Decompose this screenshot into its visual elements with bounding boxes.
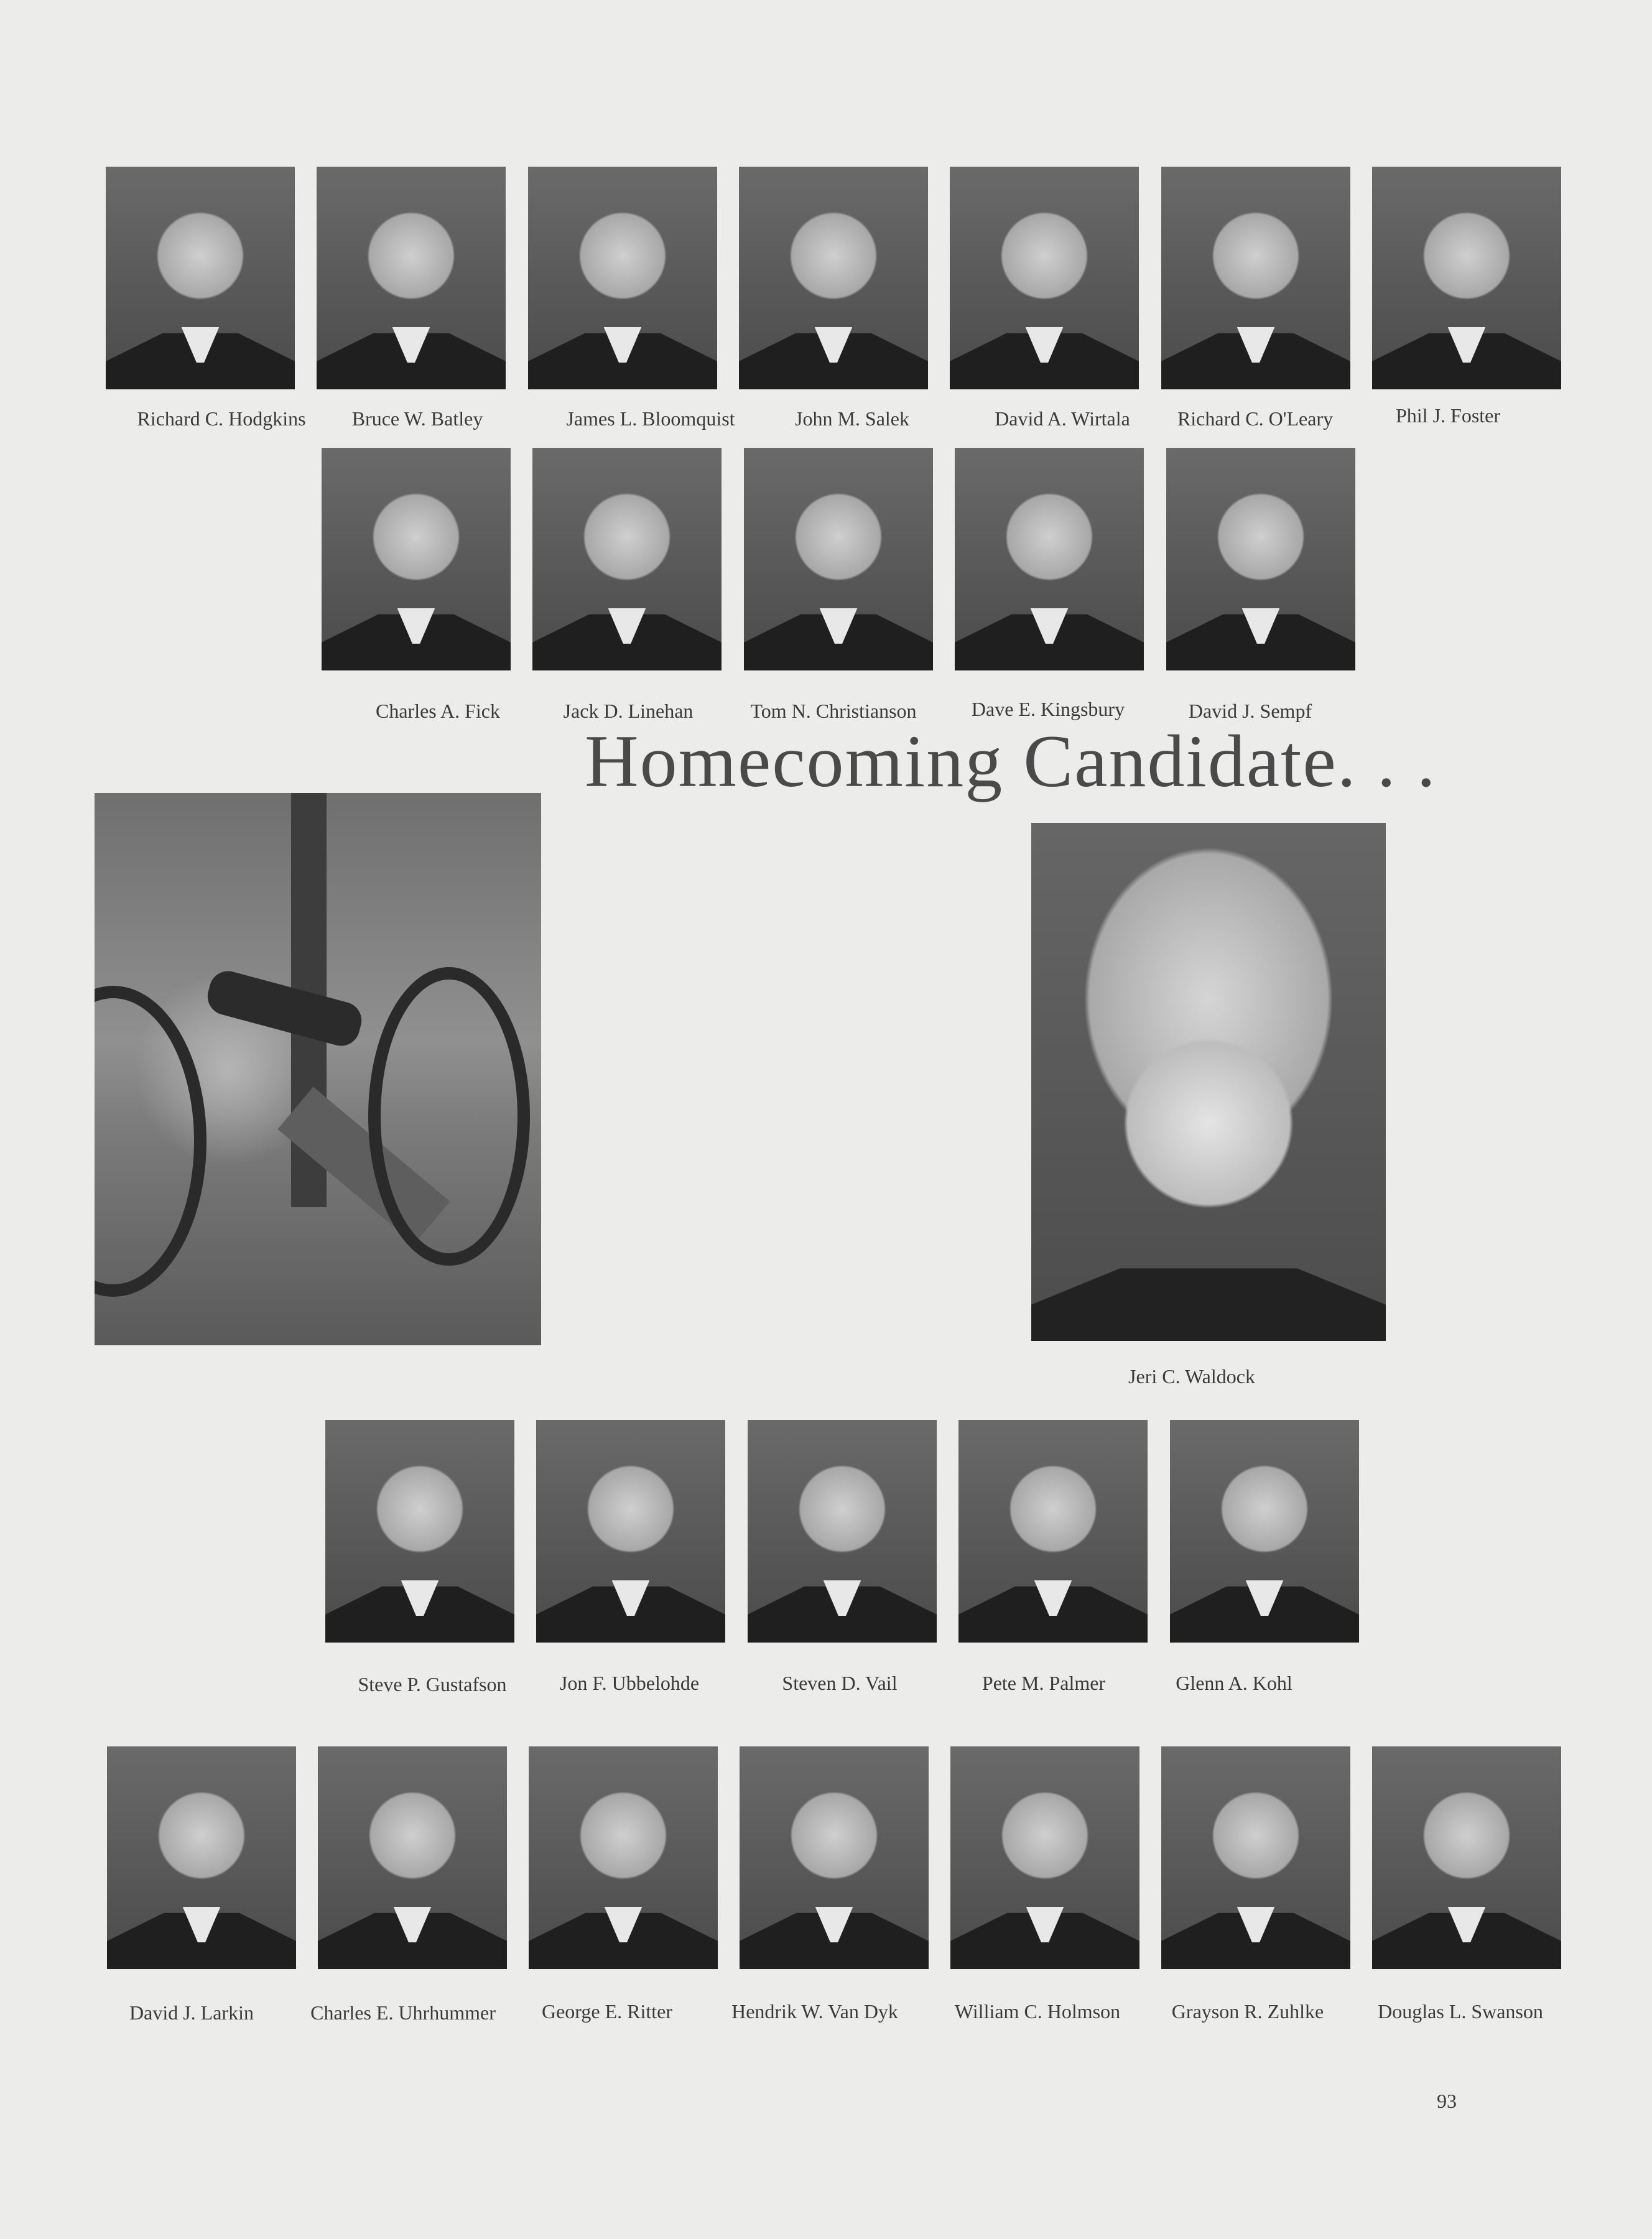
portrait-photo: [107, 1746, 296, 1969]
candidate-portrait: [1031, 823, 1386, 1341]
portrait-caption: David A. Wirtala: [995, 407, 1130, 430]
portrait-photo: [950, 1746, 1139, 1969]
portrait-caption: Phil J. Foster: [1395, 404, 1501, 427]
portrait-caption: Steve P. Gustafson: [358, 1673, 507, 1695]
portrait-caption: William C. Holmson: [954, 2000, 1121, 2023]
portrait-photo: [1161, 167, 1350, 389]
portrait-photo: [529, 1746, 718, 1969]
portrait-photo: [318, 1746, 507, 1969]
portrait-photo: [740, 1746, 929, 1969]
portrait-photo: [1166, 448, 1355, 670]
portrait-caption: Bruce W. Batley: [351, 407, 483, 430]
portrait-caption: Richard C. Hodgkins: [137, 407, 306, 430]
page-title: Homecoming Candidate. . .: [585, 720, 1437, 802]
portrait-photo: [748, 1420, 937, 1643]
portrait-photo: [950, 167, 1139, 389]
portrait-caption: John M. Salek: [795, 407, 909, 430]
page-number: 93: [1437, 2090, 1457, 2112]
portrait-photo: [322, 448, 511, 670]
portrait-caption: George E. Ritter: [541, 2000, 672, 2023]
portrait-photo: [1170, 1420, 1359, 1643]
portrait-photo: [744, 448, 933, 670]
portrait-photo: [1372, 167, 1561, 389]
portrait-photo: [958, 1420, 1148, 1643]
portrait-caption: Tom N. Christianson: [750, 700, 917, 722]
cannon-photo: [95, 793, 541, 1345]
portrait-photo: [317, 167, 506, 389]
portrait-caption: Pete M. Palmer: [981, 1672, 1106, 1694]
portrait-caption: David J. Larkin: [129, 2001, 254, 2024]
portrait-caption: Steven D. Vail: [782, 1672, 898, 1694]
portrait-photo: [955, 448, 1144, 670]
portrait-photo: [106, 167, 295, 389]
portrait-photo: [1161, 1746, 1350, 1969]
portrait-caption: Dave E. Kingsbury: [971, 698, 1125, 720]
portrait-photo: [536, 1420, 725, 1643]
candidate-caption: Jeri C. Waldock: [1128, 1365, 1255, 1388]
portrait-caption: Douglas L. Swanson: [1378, 2000, 1543, 2023]
portrait-caption: Charles A. Fick: [376, 700, 500, 722]
portrait-photo: [532, 448, 722, 670]
portrait-caption: Hendrik W. Van Dyk: [731, 2000, 898, 2023]
portrait-caption: Jon F. Ubbelohde: [559, 1672, 700, 1694]
portrait-photo: [1372, 1746, 1561, 1969]
portrait-caption: Richard C. O'Leary: [1177, 407, 1334, 430]
portrait-caption: Charles E. Uhrhummer: [310, 2001, 496, 2024]
portrait-photo: [739, 167, 928, 389]
portrait-photo: [528, 167, 717, 389]
portrait-caption: Jack D. Linehan: [563, 700, 694, 722]
portrait-photo: [325, 1420, 514, 1643]
portrait-caption: David J. Sempf: [1188, 700, 1312, 722]
portrait-caption: Grayson R. Zuhlke: [1171, 2000, 1324, 2023]
portrait-caption: James L. Bloomquist: [566, 407, 735, 430]
portrait-caption: Glenn A. Kohl: [1176, 1672, 1292, 1694]
